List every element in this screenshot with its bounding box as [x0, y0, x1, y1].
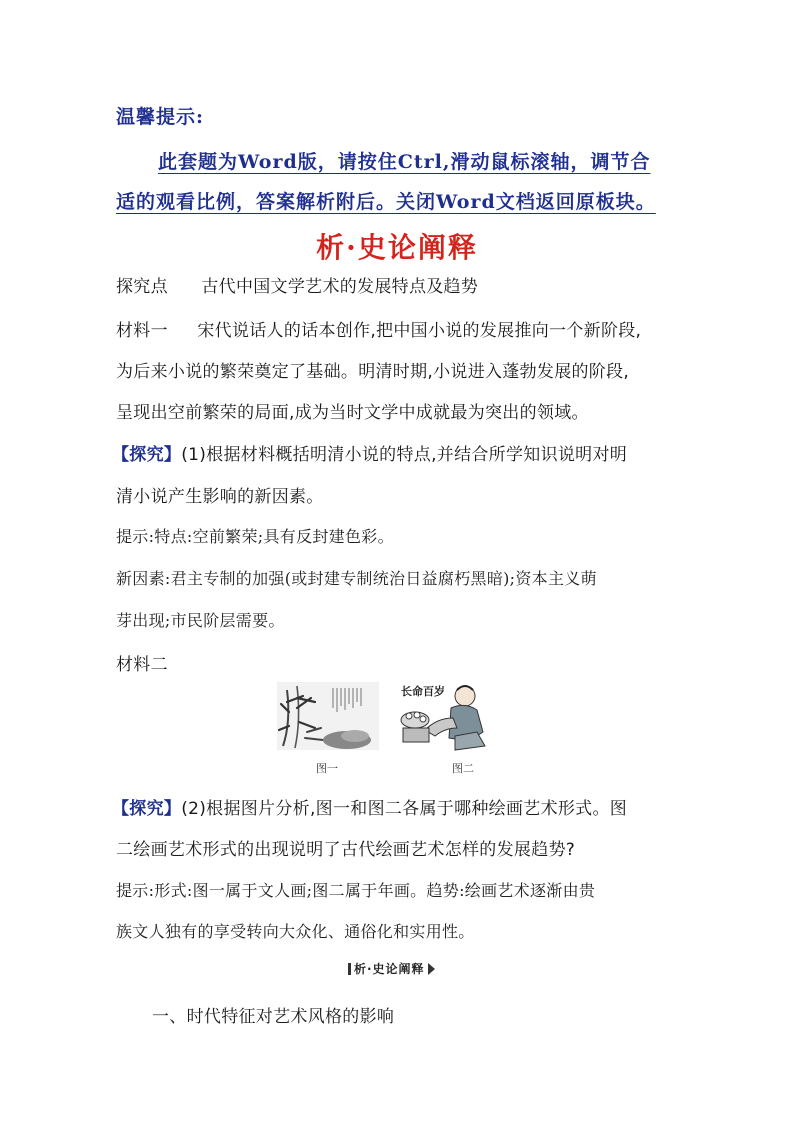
material2-label: 材料二: [116, 655, 168, 675]
explore2-line-1: [112, 794, 627, 819]
tip-line-1: 此套题为Word版，请按住Ctrl,滑动鼠标滚轴，调节合: [158, 151, 651, 173]
hint1-line-1: 提示:特点:空前繁荣;具有反封建色彩。: [116, 527, 394, 546]
figure-2-new-year-painting: [395, 682, 495, 754]
material1-label: 材料一: [116, 321, 168, 341]
explore1-line-1: [112, 440, 627, 465]
topic-line: [116, 272, 478, 297]
explore1-bracket: 【探究】: [112, 445, 182, 465]
material1-line-2: 为后来小说的繁荣奠定了基础。明清时期,小说进入蓬勃发展的阶段,: [116, 362, 630, 382]
figure-1-bamboo-painting: [277, 682, 379, 750]
figure-2-title: 长命百岁: [401, 685, 445, 698]
hint1-line-3: 芽出现;市民阶层需要。: [116, 611, 285, 630]
figure-2-caption: 图二: [452, 762, 474, 775]
badge-text: 析·史论阐释: [354, 962, 425, 976]
tip-line-2: 适的观看比例，答案解析附后。关闭Word文档返回原板块。: [116, 191, 656, 213]
material1-text-1: 宋代说话人的话本创作,把中国小说的发展推向一个新阶段,: [197, 321, 642, 341]
hint1-line-2: 新因素:君主专制的加强(或封建专制统治日益腐朽黑暗);资本主义萌: [116, 569, 597, 588]
explore2-text-1: (2)根据图片分析,图一和图二各属于哪种绘画艺术形式。图: [181, 799, 628, 819]
tip-heading: 温馨提示:: [116, 106, 205, 128]
explore2-bracket: 【探究】: [112, 799, 182, 819]
topic-text: 古代中国文学艺术的发展特点及趋势: [201, 277, 479, 297]
figure-1-caption: 图一: [316, 762, 338, 775]
explore2-line-2: 二绘画艺术形式的出现说明了古代绘画艺术怎样的发展趋势?: [116, 840, 576, 860]
badge-arrow-icon: [428, 963, 435, 975]
material1-line-1: [116, 316, 641, 341]
explore1-text-1: (1)根据材料概括明清小说的特点,并结合所学知识说明对明: [181, 445, 628, 465]
section-title: 析·史论阐释: [316, 231, 478, 264]
topic-label: 探究点: [116, 277, 168, 297]
explore1-line-2: 清小说产生影响的新因素。: [116, 487, 324, 507]
material1-line-3: 呈现出空前繁荣的局面,成为当时文学中成就最为突出的领域。: [116, 403, 589, 423]
hint2-line-2: 族文人独有的享受转向大众化、通俗化和实用性。: [116, 922, 475, 941]
hint2-line-1: 提示:形式:图一属于文人画;图二属于年画。趋势:绘画艺术逐渐由贵: [116, 881, 596, 900]
subheading: 一、时代特征对艺术风格的影响: [152, 1007, 395, 1027]
section-badge: [345, 960, 435, 977]
badge-bar-icon: [348, 963, 351, 975]
